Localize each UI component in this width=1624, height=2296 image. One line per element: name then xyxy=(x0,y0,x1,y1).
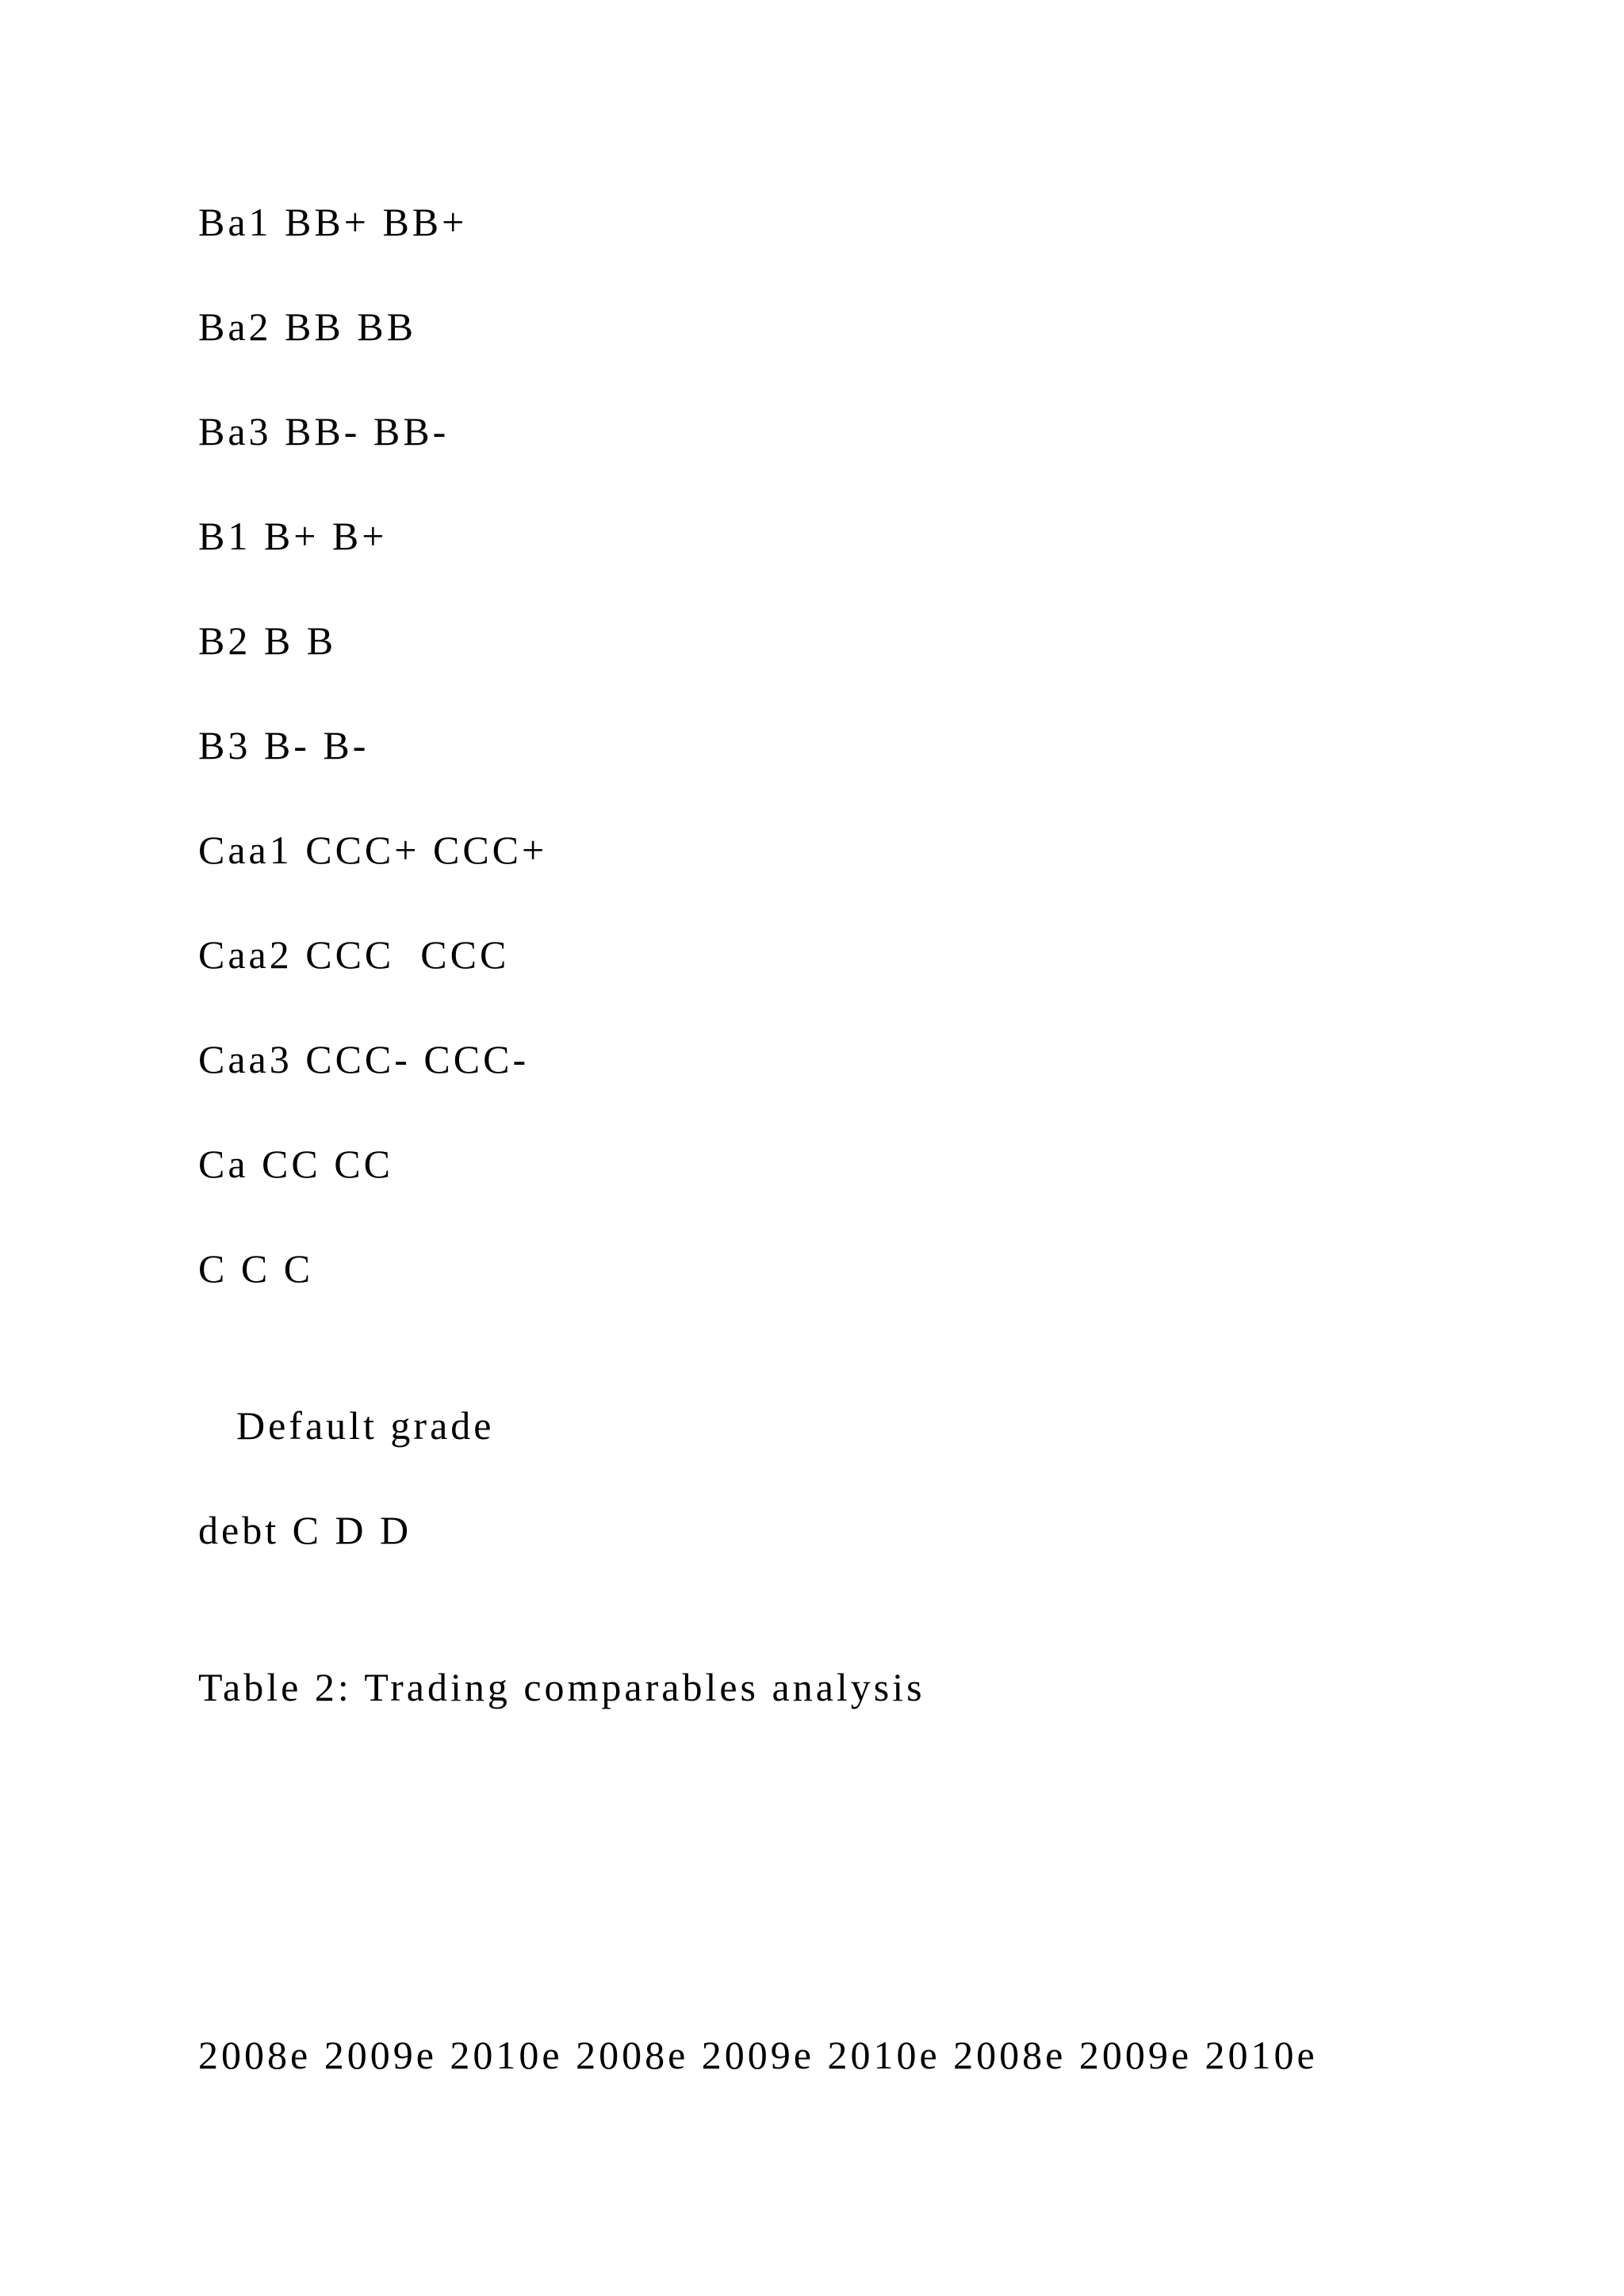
rating-row-ba2: Ba2 BB BB xyxy=(198,304,416,349)
default-grade-label: Default grade xyxy=(236,1403,495,1448)
default-grade-row: debt C D D xyxy=(198,1508,412,1552)
rating-row-caa1: Caa1 CCC+ CCC+ xyxy=(198,828,548,872)
years-row: 2008e 2009e 2010e 2008e 2009e 2010e 2008e 2009e 2010e xyxy=(198,2033,1318,2077)
rating-row-ba1: Ba1 BB+ BB+ xyxy=(198,200,468,244)
rating-row-b1: B1 B+ B+ xyxy=(198,514,388,558)
rating-row-b2: B2 B B xyxy=(198,618,337,663)
rating-row-caa3: Caa3 CCC- CCC- xyxy=(198,1037,530,1081)
rating-row-c: C C C xyxy=(198,1246,314,1291)
rating-row-b3: B3 B- B- xyxy=(198,723,370,767)
rating-row-ca: Ca CC CC xyxy=(198,1142,393,1186)
table2-title: Table 2: Trading comparables analysis xyxy=(198,1665,925,1709)
rating-row-caa2: Caa2 CCC CCC xyxy=(198,932,510,977)
rating-row-ba3: Ba3 BB- BB- xyxy=(198,409,450,453)
